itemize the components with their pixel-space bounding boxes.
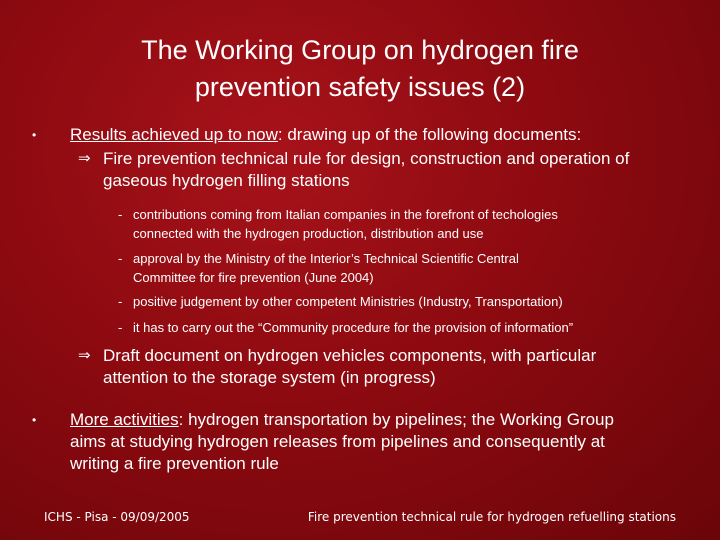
- footer-left: ICHS - Pisa - 09/09/2005: [44, 510, 190, 524]
- bullet-1-text: [70, 124, 581, 146]
- detail-1-line-2: connected with the hydrogen production, distribution and use: [133, 226, 484, 241]
- detail-marker-1: -: [118, 207, 123, 222]
- detail-marker-3: -: [118, 294, 123, 309]
- bullet-marker-1: •: [32, 128, 37, 142]
- sub-item-2-line-1: Draft document on hydrogen vehicles components, with particular: [103, 346, 597, 365]
- arrow-marker-2: ⇒: [78, 347, 91, 364]
- bullet-1-lead: Results achieved up to now: [70, 125, 278, 144]
- slide-title-line-1: The Working Group on hydrogen fire: [141, 35, 579, 65]
- detail-2-line-2: Committee for fire prevention (June 2004): [133, 270, 374, 285]
- bullet-2-rest: : hydrogen transportation by pipelines; the Working Group: [178, 410, 614, 429]
- bullet-2-line-2: aims at studying hydrogen releases from pipelines and consequently at: [70, 432, 605, 451]
- detail-4-line-1: it has to carry out the “Community procedure for the provision of information”: [133, 320, 574, 335]
- detail-marker-4: -: [118, 320, 123, 335]
- arrow-marker-1: ⇒: [78, 150, 91, 167]
- sub-item-1-line-1: Fire prevention technical rule for design, construction and operation of: [103, 149, 630, 168]
- detail-1-line-1: contributions coming from Italian companies in the forefront of techologies: [133, 207, 558, 222]
- bullet-2-lead: More activities: [70, 410, 179, 429]
- detail-marker-2: -: [118, 251, 123, 266]
- slide-title: [60, 32, 660, 106]
- sub-item-1-line-2: gaseous hydrogen filling stations: [103, 171, 350, 190]
- detail-3-line-1: positive judgement by other competent Ministries (Industry, Transportation): [133, 294, 563, 309]
- bullet-2-line-3: writing a fire prevention rule: [70, 454, 279, 473]
- footer-right: Fire prevention technical rule for hydrogen refuelling stations: [307, 510, 676, 524]
- sub-item-2-line-2: attention to the storage system (in progress): [103, 368, 436, 387]
- slide-title-line-2: prevention safety issues (2): [194, 72, 526, 102]
- detail-2-line-1: approval by the Ministry of the Interior’s Technical Scientific Central: [133, 251, 519, 266]
- bullet-1-rest: : drawing up of the following documents:: [277, 125, 582, 144]
- bullet-2-line-1: [70, 409, 614, 431]
- bullet-marker-2: •: [32, 413, 37, 427]
